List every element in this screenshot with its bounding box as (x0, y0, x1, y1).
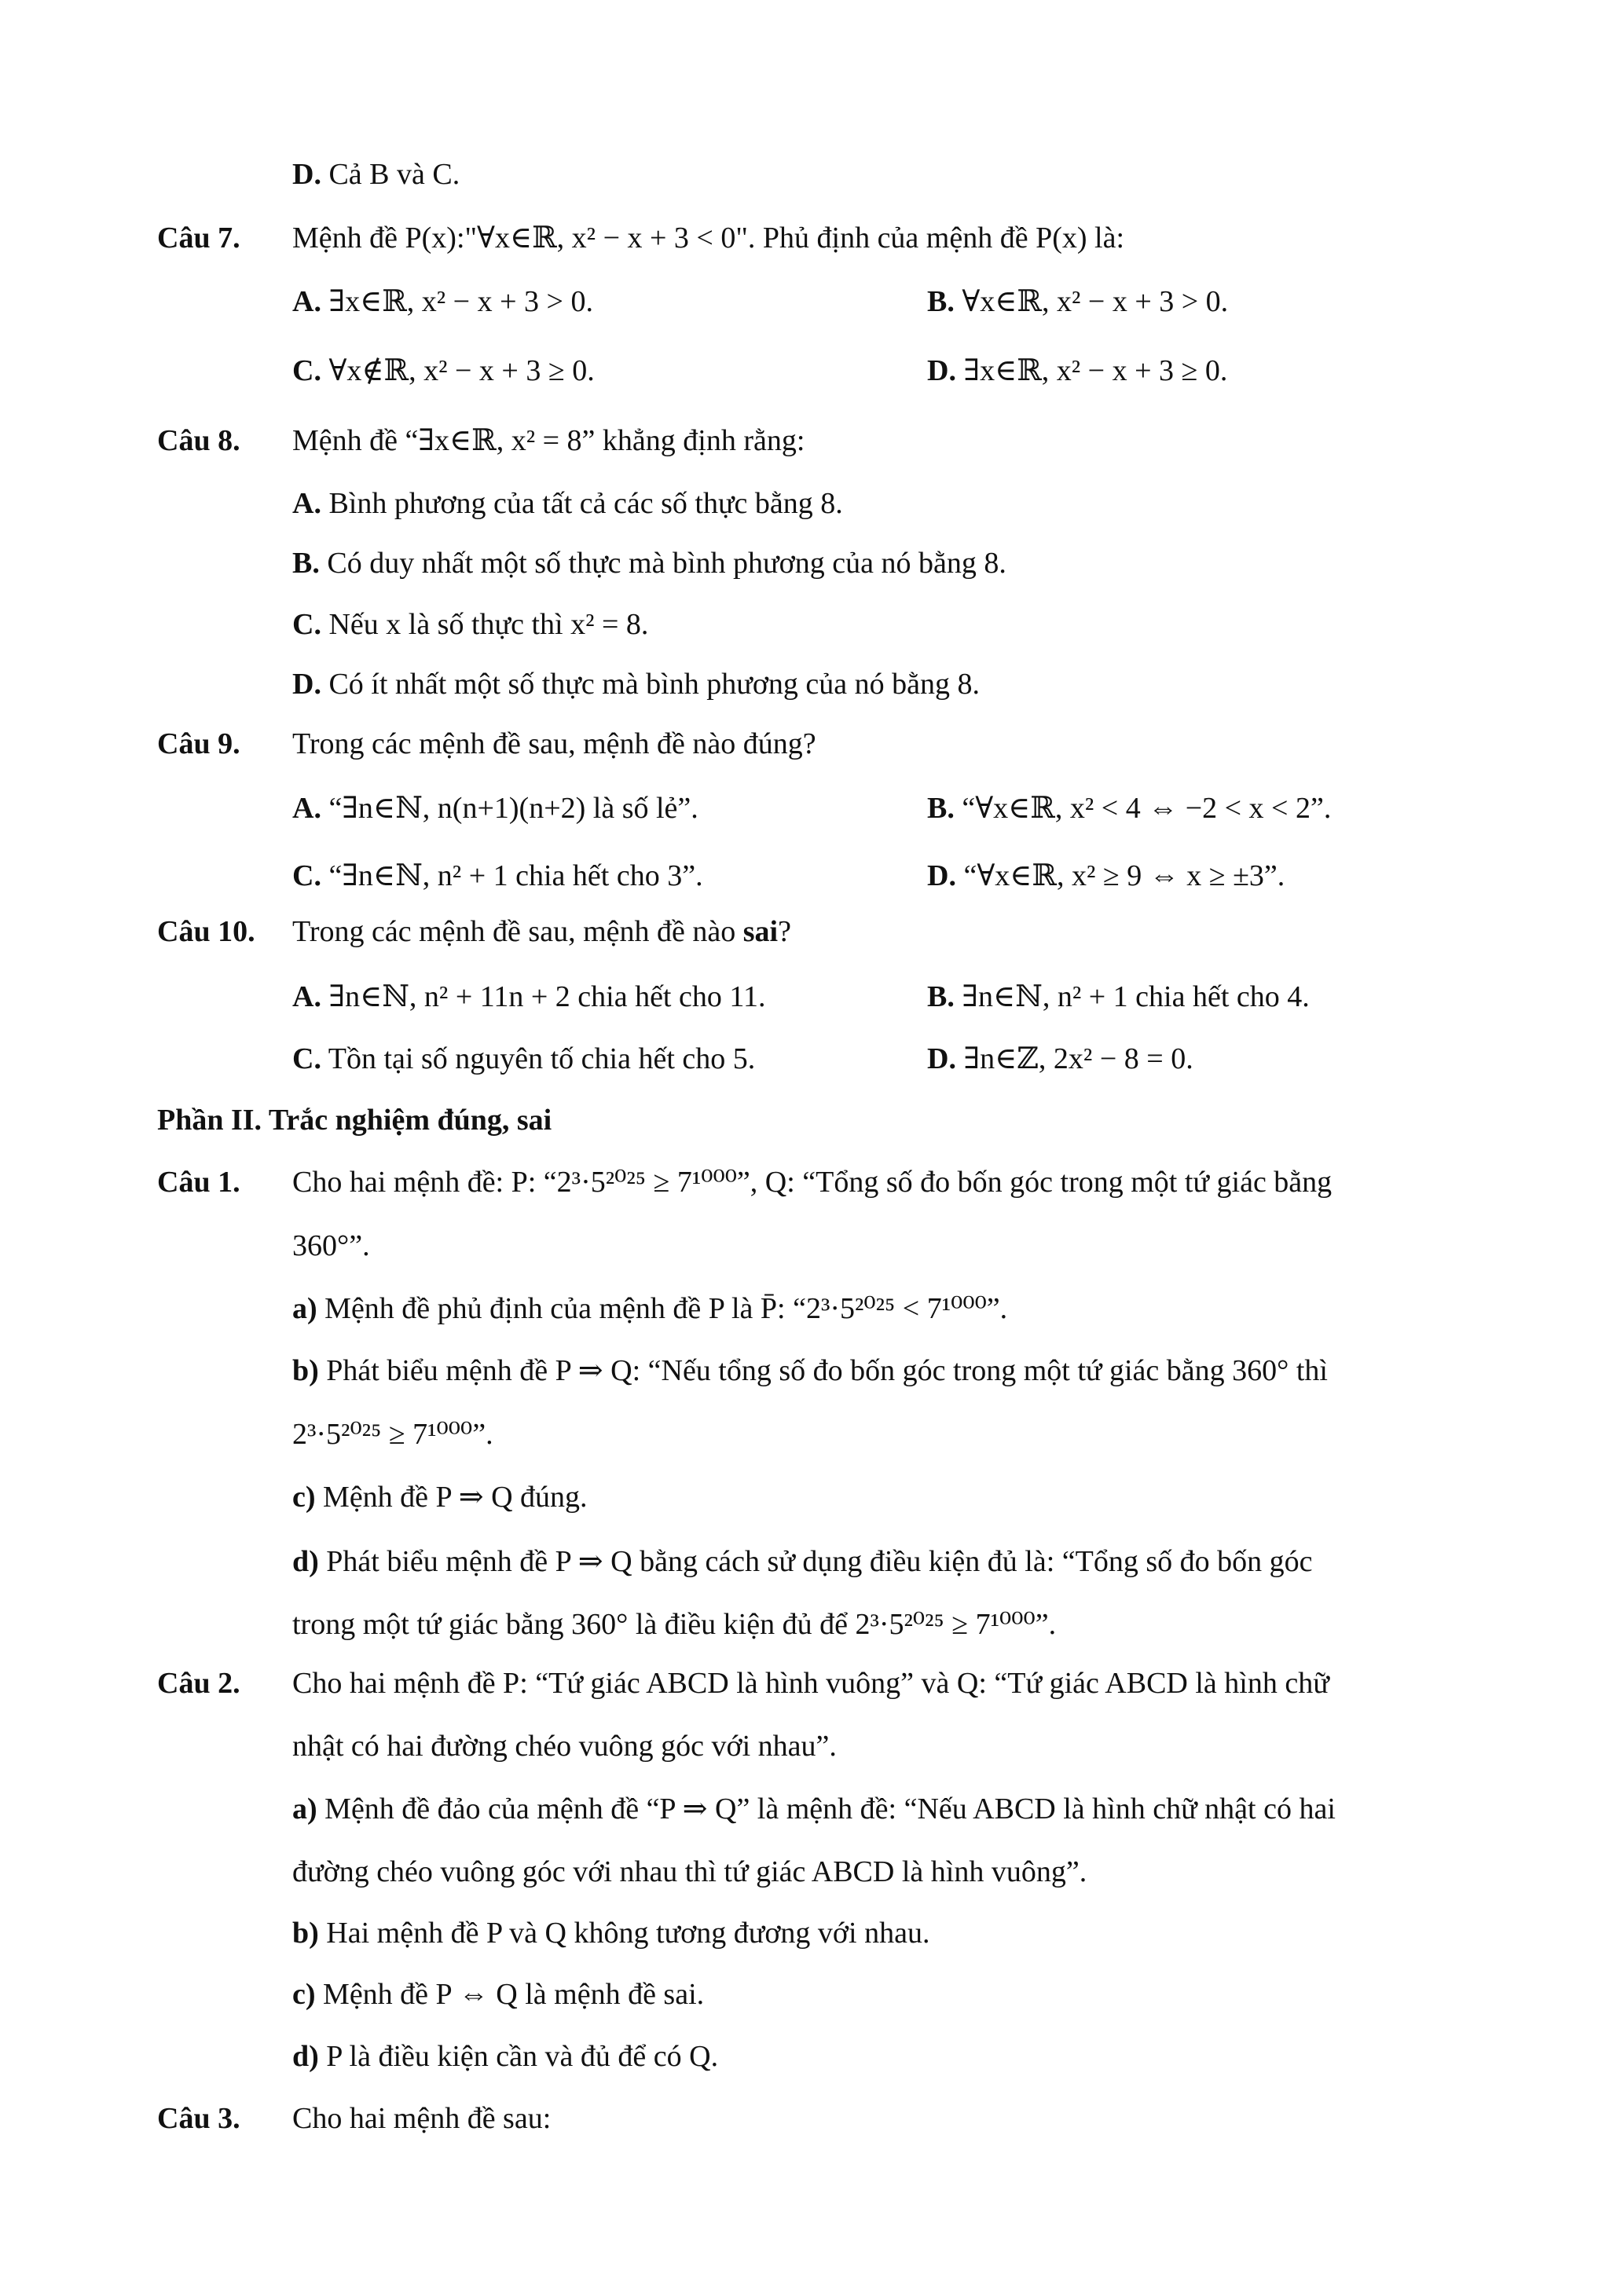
question-10-option-b (927, 979, 1310, 1015)
stem-text: Trong các mệnh đề sau, mệnh đề nào (292, 915, 743, 948)
p2-question-2-item-c (292, 1976, 704, 2012)
option-letter: A. (292, 792, 321, 825)
item-text: Phát biểu mệnh đề P ⇒ Q: “Nếu tổng số đo bốn góc trong một tứ giác bằng 360° thì (326, 1354, 1328, 1387)
item-letter: c) (292, 1978, 316, 2011)
option-letter: B. (292, 547, 320, 580)
option-letter: C. (292, 354, 321, 387)
p2-question-2-item-a-line1 (292, 1791, 1336, 1827)
p2-question-2-item-d (292, 2038, 718, 2074)
question-7-label: Câu 7. (157, 222, 240, 255)
question-10-option-d (927, 1041, 1193, 1077)
option-letter: D. (292, 158, 321, 191)
p2-question-1-item-b-line2: 2³·5²⁰²⁵ ≥ 7¹⁰⁰⁰”. (292, 1418, 493, 1451)
item-letter: c) (292, 1481, 316, 1514)
option-letter: A. (292, 487, 321, 520)
p2-question-3-label: Câu 3. (157, 2102, 240, 2135)
item-letter: a) (292, 1292, 317, 1325)
option-text: Cả B và C. (328, 158, 460, 191)
option-letter: B. (927, 285, 955, 318)
option-text: ∃x∈ℝ, x² − x + 3 > 0. (328, 285, 593, 318)
option-letter: B. (927, 980, 955, 1013)
question-7-option-c (292, 353, 595, 389)
item-text: Hai mệnh đề P và Q không tương đương với nhau. (326, 1917, 930, 1950)
question-9-stem: Trong các mệnh đề sau, mệnh đề nào đúng? (292, 727, 816, 760)
question-7-stem: Mệnh đề P(x):"∀x∈ℝ, x² − x + 3 < 0". Phủ định của mệnh đề P(x) là: (292, 222, 1125, 255)
question-10-option-c (292, 1041, 755, 1077)
option-text: ∃n∈ℕ, n² + 11n + 2 chia hết cho 11. (328, 980, 766, 1013)
item-letter: d) (292, 2040, 319, 2073)
p2-question-1-item-d-line2: trong một tứ giác bằng 360° là điều kiện đủ để 2³·5²⁰²⁵ ≥ 7¹⁰⁰⁰”. (292, 1608, 1057, 1641)
stem-punct: ? (778, 915, 791, 948)
prev-option-d (292, 156, 460, 192)
option-text: Có ít nhất một số thực mà bình phương của nó bằng 8. (328, 668, 981, 701)
option-text: Có duy nhất một số thực mà bình phương của nó bằng 8. (327, 547, 1006, 580)
question-9-option-c (292, 858, 703, 894)
option-text: Bình phương của tất cả các số thực bằng 8. (328, 487, 843, 520)
question-8-option-b (292, 545, 1006, 581)
question-8-label: Câu 8. (157, 424, 240, 457)
question-8-stem: Mệnh đề “∃x∈ℝ, x² = 8” khẳng định rằng: (292, 424, 805, 457)
option-text: Tồn tại số nguyên tố chia hết cho 5. (328, 1042, 756, 1075)
question-10-option-a (292, 979, 765, 1015)
option-letter: C. (292, 859, 321, 892)
stem-emphasis: sai (742, 915, 779, 948)
option-text: “∃n∈ℕ, n² + 1 chia hết cho 3”. (328, 859, 703, 892)
p2-question-1-item-a (292, 1291, 1007, 1327)
p2-question-1-item-d-line1 (292, 1543, 1312, 1580)
p2-question-1-stem-line2: 360°”. (292, 1229, 370, 1262)
option-text: ∃n∈ℤ, 2x² − 8 = 0. (963, 1042, 1193, 1075)
p2-question-2-item-a-line2: đường chéo vuông góc với nhau thì tứ giác ABCD là hình vuông”. (292, 1855, 1087, 1888)
option-letter: C. (292, 608, 321, 641)
p2-question-2-stem-line1: Cho hai mệnh đề P: “Tứ giác ABCD là hình vuông” và Q: “Tứ giác ABCD là hình chữ (292, 1667, 1329, 1700)
option-text: Nếu x là số thực thì x² = 8. (328, 608, 649, 641)
option-text: ∃x∈ℝ, x² − x + 3 ≥ 0. (963, 354, 1228, 387)
option-letter: B. (927, 792, 955, 825)
question-10-label: Câu 10. (157, 915, 255, 948)
option-text: ∃n∈ℕ, n² + 1 chia hết cho 4. (962, 980, 1310, 1013)
option-letter: D. (927, 354, 956, 387)
item-letter: a) (292, 1792, 317, 1825)
option-letter: D. (927, 859, 956, 892)
option-text: “∃n∈ℕ, n(n+1)(n+2) là số lẻ”. (328, 792, 698, 825)
item-letter: b) (292, 1354, 319, 1387)
item-text: Mệnh đề đảo của mệnh đề “P ⇒ Q” là mệnh đề: “Nếu ABCD là hình chữ nhật có hai (324, 1792, 1336, 1825)
p2-question-1-item-c (292, 1479, 588, 1515)
question-8-option-a (292, 485, 843, 522)
option-letter: D. (292, 668, 321, 701)
p2-question-1-stem-line1: Cho hai mệnh đề: P: “2³·5²⁰²⁵ ≥ 7¹⁰⁰⁰”, Q: “Tổng số đo bốn góc trong một tứ giác bằng (292, 1166, 1333, 1199)
question-9-option-a (292, 790, 698, 826)
option-letter: C. (292, 1042, 321, 1075)
item-text: Mệnh đề P ⇔ Q là mệnh đề sai. (323, 1978, 705, 2011)
question-10-stem (292, 914, 791, 950)
option-text: ∀x∈ℝ, x² − x + 3 > 0. (962, 285, 1229, 318)
part-2-title: Phần II. Trắc nghiệm đúng, sai (157, 1104, 552, 1137)
option-letter: A. (292, 980, 321, 1013)
question-8-option-d (292, 666, 980, 702)
option-text: “∀x∈ℝ, x² ≥ 9 ⇔ x ≥ ±3”. (963, 859, 1285, 892)
p2-question-1-label: Câu 1. (157, 1166, 240, 1199)
item-letter: b) (292, 1917, 319, 1950)
question-8-option-c (292, 606, 648, 643)
item-text: Mệnh đề P ⇒ Q đúng. (323, 1481, 588, 1514)
item-text: P là điều kiện cần và đủ để có Q. (326, 2040, 719, 2073)
item-text: Phát biểu mệnh đề P ⇒ Q bằng cách sử dụng điều kiện đủ là: “Tổng số đo bốn góc (326, 1545, 1313, 1578)
option-letter: A. (292, 285, 321, 318)
p2-question-2-stem-line2: nhật có hai đường chéo vuông góc với nhau”. (292, 1730, 837, 1763)
question-9-option-d (927, 858, 1285, 894)
question-7-option-a (292, 284, 593, 320)
option-text: ∀x∉ℝ, x² − x + 3 ≥ 0. (328, 354, 595, 387)
question-7-option-b (927, 284, 1228, 320)
p2-question-3-stem: Cho hai mệnh đề sau: (292, 2102, 552, 2135)
option-letter: D. (927, 1042, 956, 1075)
option-text: “∀x∈ℝ, x² < 4 ⇔ −2 < x < 2”. (962, 792, 1332, 825)
question-9-option-b (927, 790, 1331, 826)
p2-question-2-label: Câu 2. (157, 1667, 240, 1700)
p2-question-2-item-b (292, 1915, 929, 1951)
item-letter: d) (292, 1545, 319, 1578)
question-9-label: Câu 9. (157, 727, 240, 760)
question-7-option-d (927, 353, 1227, 389)
item-text: Mệnh đề phủ định của mệnh đề P là P̄: “2³·5²⁰²⁵ < 7¹⁰⁰⁰”. (324, 1292, 1008, 1325)
p2-question-1-item-b-line1 (292, 1353, 1328, 1389)
